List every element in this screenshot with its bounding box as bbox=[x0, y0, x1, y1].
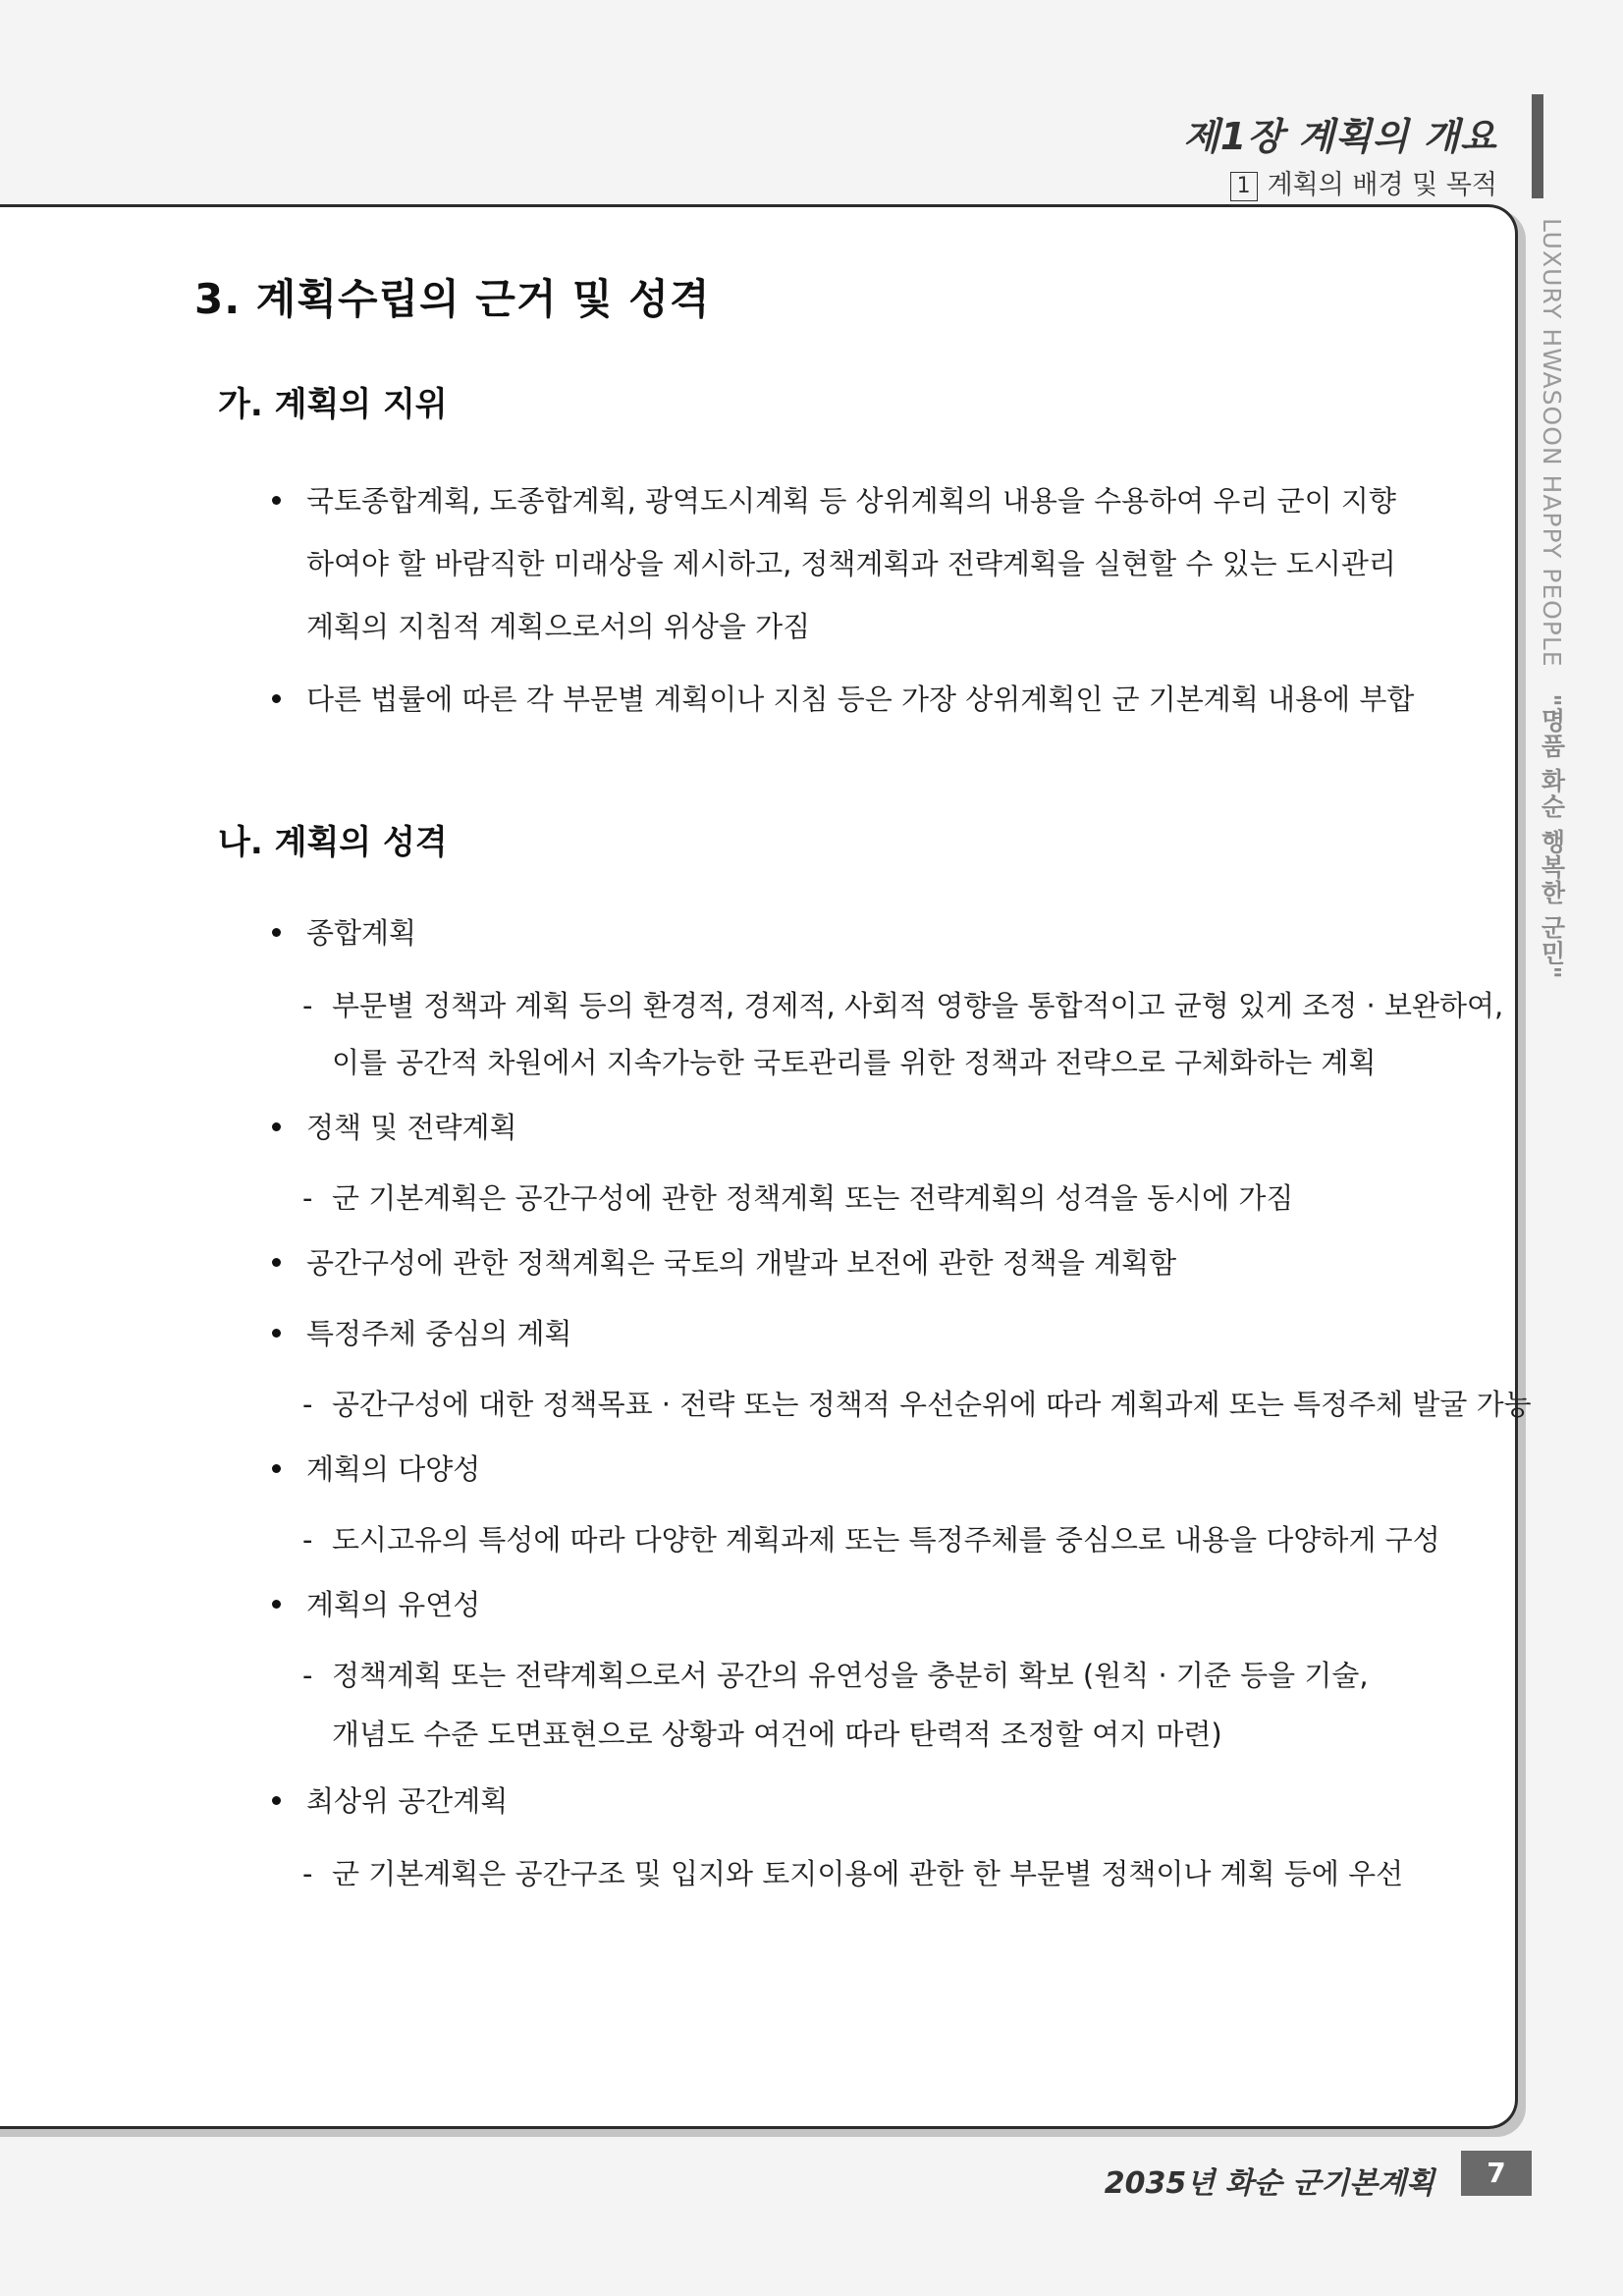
subheading-a: 가. 계획의 지위 bbox=[218, 385, 448, 424]
page-number: 7 bbox=[1461, 2151, 1532, 2196]
sub-list-item: - 공간구성에 대한 정책목표 · 전략 또는 정책적 우선순위에 따라 계획과제 또는 특정주체 발굴 가능 bbox=[302, 1388, 1532, 1421]
sub-list-item: - 도시고유의 특성에 따라 다양한 계획과제 또는 특정주체를 중심으로 내용을 다양하게 구성 bbox=[302, 1523, 1440, 1557]
list-item: 계획의 다양성 bbox=[275, 1448, 480, 1488]
list-item: 종합계획 bbox=[275, 911, 416, 952]
sub-list-item-continued: 이를 공간적 차원에서 지속가능한 국토관리를 위한 정책과 전략으로 구체화하는 계획 bbox=[332, 1046, 1377, 1079]
subheading-b: 나. 계획의 성격 bbox=[218, 823, 448, 862]
list-item: 다른 법률에 따른 각 부문별 계획이나 지침 등은 가장 상위계획인 군 기본계획 내용에 부합 bbox=[275, 678, 1414, 718]
sub-list-item-continued: 개념도 수준 도면표현으로 상황과 여건에 따라 탄력적 조정할 여지 마련) bbox=[332, 1718, 1222, 1751]
sub-list-item: - 군 기본계획은 공간구성에 관한 정책계획 또는 전략계획의 성격을 동시에 가짐 bbox=[302, 1181, 1294, 1215]
list-item-continued: 하여야 할 바람직한 미래상을 제시하고, 정책계획과 전략계획을 실현할 수 있는 도시관리 bbox=[306, 547, 1396, 580]
main-heading: 3. 계획수립의 근거 및 성격 bbox=[194, 275, 711, 323]
list-item: 공간구성에 관한 정책계획은 국토의 개발과 보전에 관한 정책을 계획함 bbox=[275, 1241, 1176, 1282]
footer-title: 2035년 화순 군기본계획 bbox=[1104, 2166, 1434, 2201]
list-item: 특정주체 중심의 계획 bbox=[275, 1312, 572, 1352]
side-banner-korean: "명품 화순 행복한 군민" bbox=[1538, 693, 1566, 980]
side-banner-english: LUXURY HWASOON HAPPY PEOPLE bbox=[1538, 218, 1566, 668]
list-item-continued: 계획의 지침적 계획으로서의 위상을 가짐 bbox=[306, 610, 811, 643]
list-item: 최상위 공간계획 bbox=[275, 1779, 508, 1820]
list-item: 계획의 유연성 bbox=[275, 1583, 480, 1623]
side-banner bbox=[1530, 218, 1569, 1063]
sub-list-item: - 정책계획 또는 전략계획으로서 공간의 유연성을 충분히 확보 (원칙 · 기준 등을 기술, bbox=[302, 1659, 1369, 1692]
header-bar bbox=[1532, 94, 1543, 198]
chapter-title: 제1장 계획의 개요 bbox=[1183, 115, 1497, 158]
list-item: 정책 및 전략계획 bbox=[275, 1106, 517, 1146]
list-item: 국토종합계획, 도종합계획, 광역도시계획 등 상위계획의 내용을 수용하여 우리 군이 지향 bbox=[275, 479, 1396, 519]
section-title bbox=[1230, 163, 1497, 201]
section-title-text: 계획의 배경 및 목적 bbox=[1267, 170, 1497, 200]
section-number: 1 bbox=[1230, 172, 1258, 201]
sub-list-item: - 부문별 정책과 계획 등의 환경적, 경제적, 사회적 영향을 통합적이고 균형 있게 조정 · 보완하여, bbox=[302, 989, 1504, 1022]
sub-list-item: - 군 기본계획은 공간구조 및 입지와 토지이용에 관한 한 부문별 정책이나 계획 등에 우선 bbox=[302, 1857, 1404, 1890]
